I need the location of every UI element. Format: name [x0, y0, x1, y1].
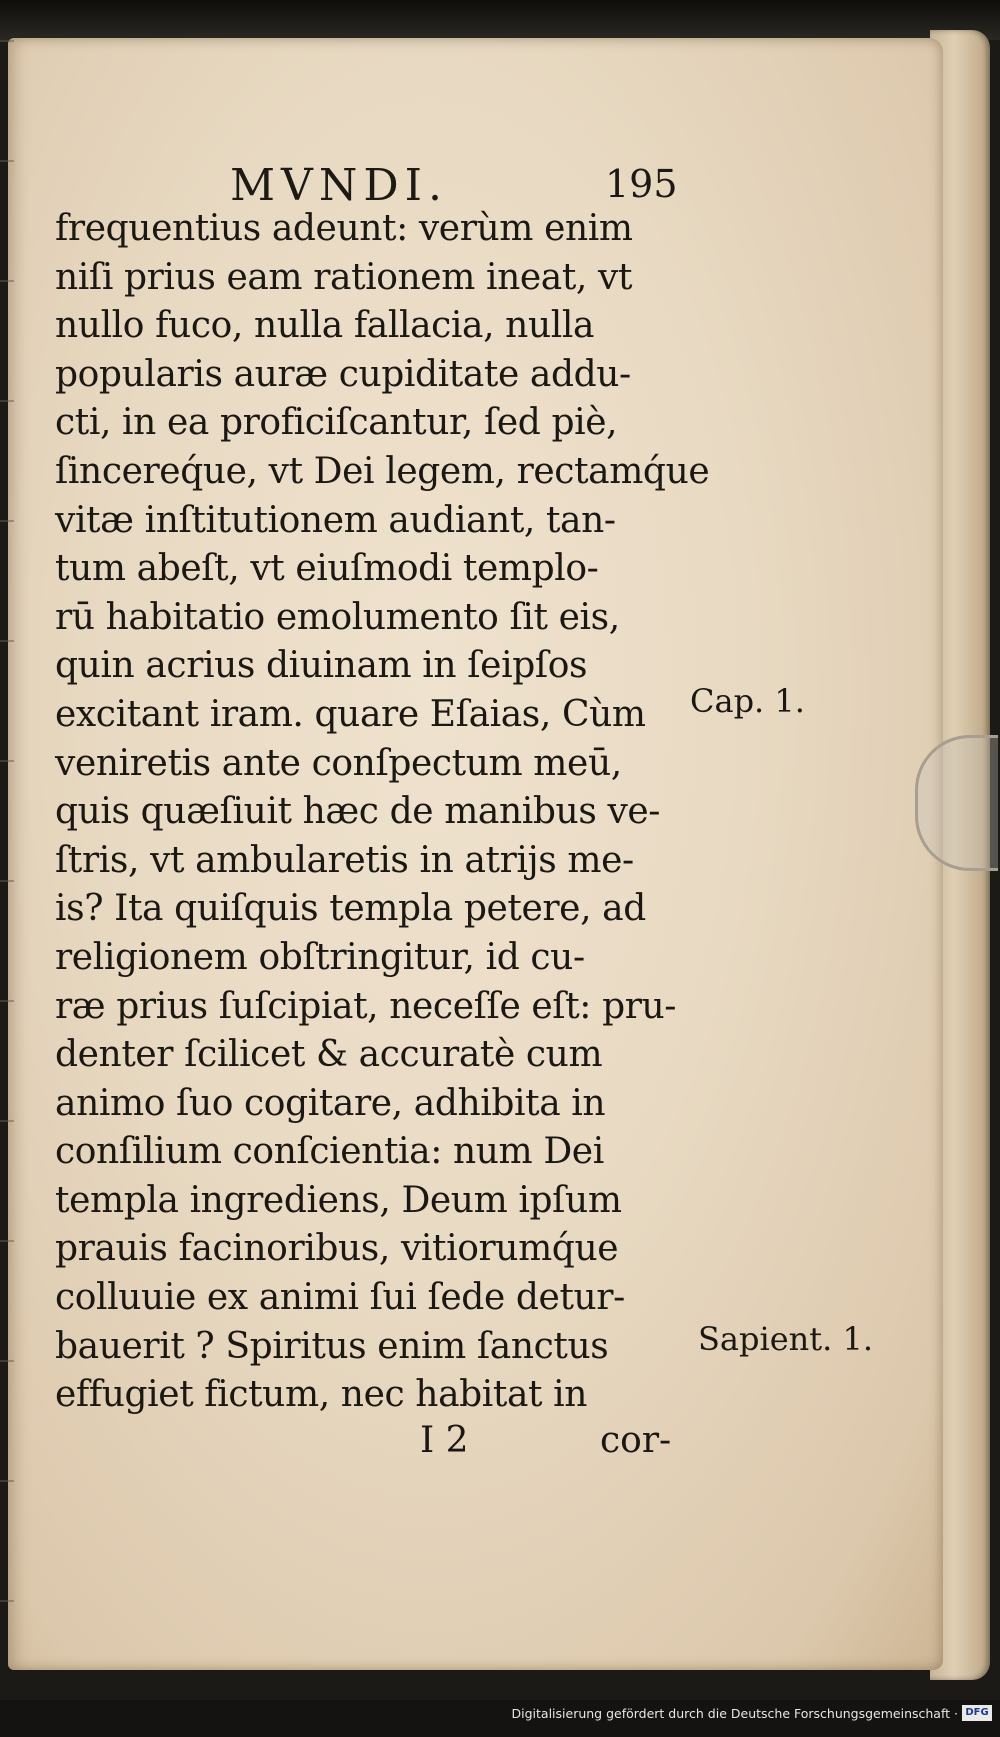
text-line: conſilium conſcientia: num Dei [55, 1131, 604, 1173]
text-line: prauis facinoribus, vitiorumq́ue [55, 1228, 619, 1270]
text-line: effugiet fictum, nec habitat in [55, 1374, 588, 1416]
text-line: denter ſcilicet & accuratè cum [55, 1034, 603, 1076]
running-title: MVNDI. [230, 160, 448, 211]
page-number: 195 [605, 162, 678, 206]
text-line: templa ingrediens, Deum ipſum [55, 1179, 622, 1221]
text-line: tum abeſt, vt eiuſmodi templo- [55, 548, 599, 590]
text-line: colluuie ex animi ſui ſede detur- [55, 1277, 625, 1319]
text-line: popularis auræ cupiditate addu- [55, 353, 631, 395]
text-line: religionem obſtringitur, id cu- [55, 936, 585, 978]
text-line: ræ prius ſuſcipiat, neceſſe eſt: pru- [55, 985, 677, 1027]
text-line: ſtris, vt ambularetis in atrijs me- [55, 839, 634, 881]
text-line: frequentius adeunt: verùm enim [55, 208, 633, 249]
text-line: animo ſuo cogitare, adhibita in [55, 1082, 606, 1124]
body-text [55, 205, 710, 1420]
dfg-logo-icon: DFG [962, 1705, 992, 1721]
text-line: rū habitatio emolumento ſit eis, [55, 596, 620, 638]
text-line: cti, in ea proficiſcantur, ſed piè, [55, 402, 618, 444]
text-line: ſincereq́ue, vt Dei legem, rectamq́ue [55, 450, 710, 492]
text-line: vitæ inſtitutionem audiant, tan- [55, 499, 616, 541]
page-clip [915, 735, 998, 871]
credit-text: Digitalisierung gefördert durch die Deutsche Forschungsgemeinschaft · [511, 1706, 958, 1721]
marginal-note-sapient: Sapient. 1. [698, 1320, 873, 1358]
text-line: nullo fuco, nulla fallacia, nulla [55, 305, 595, 347]
scan-background [0, 0, 1000, 40]
text-line: is? Ita quiſquis templa petere, ad [55, 888, 646, 930]
text-line: excitant iram. quare Eſaias, Cùm [55, 693, 646, 735]
catchword: cor- [600, 1420, 672, 1461]
gutter-binding [0, 40, 14, 1660]
running-head [200, 160, 680, 210]
text-line: bauerit ? Spiritus enim ſanctus [55, 1325, 609, 1367]
text-line: quis quæſiuit hæc de manibus ve- [55, 791, 661, 833]
signature-mark: I 2 [420, 1420, 469, 1461]
text-line: quin acrius diuinam in ſeipſos [55, 645, 588, 687]
marginal-note-cap: Cap. 1. [690, 682, 805, 720]
text-line: veniretis ante conſpectum meū, [55, 742, 622, 784]
text-line: niſi prius eam rationem ineat, vt [55, 256, 633, 298]
page-footer [420, 1420, 700, 1470]
